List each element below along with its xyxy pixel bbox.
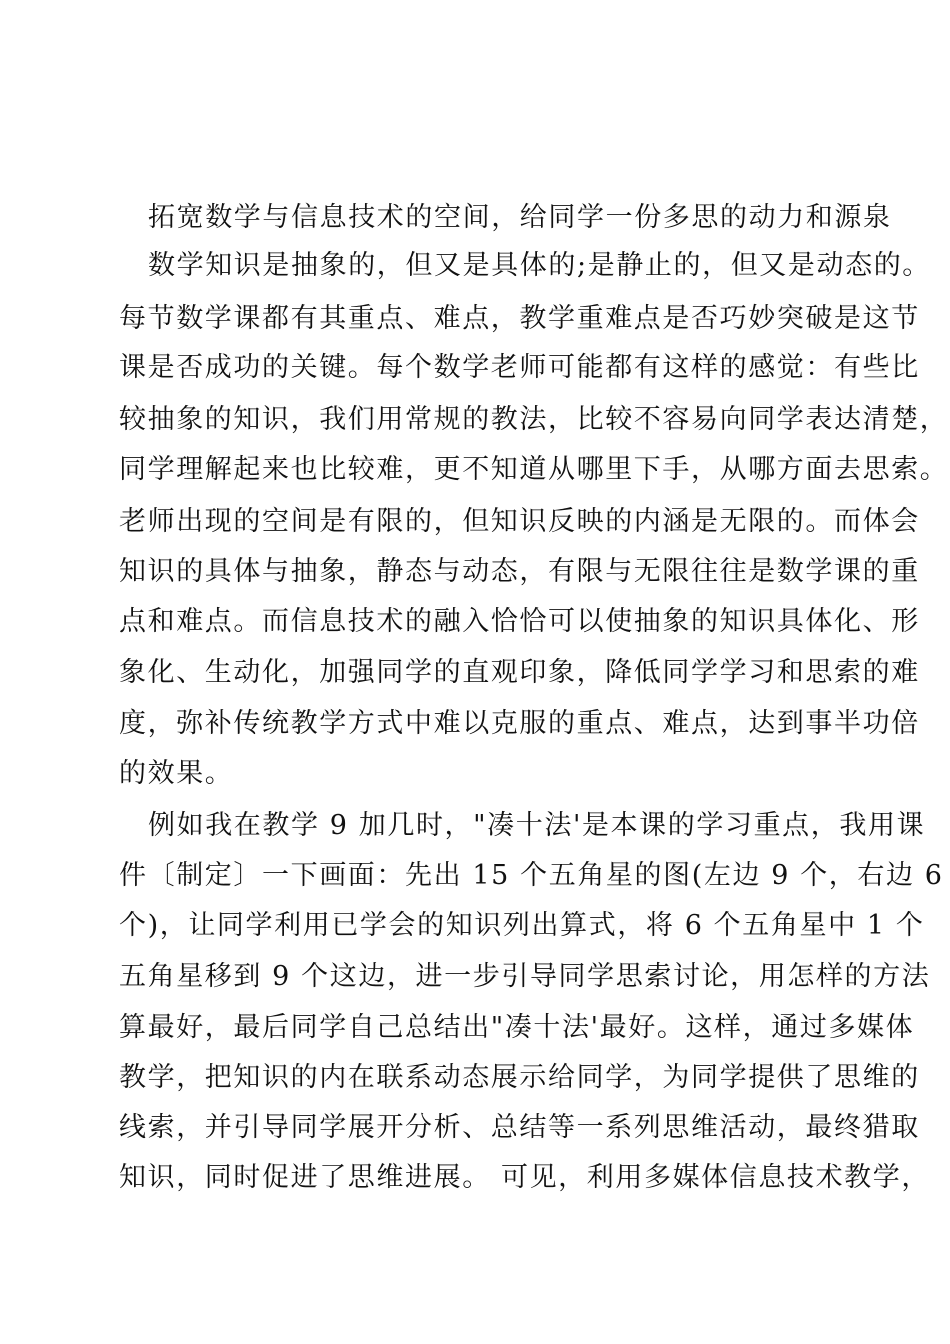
paragraph-2-line: 件〔制定〕一下画面：先出 15 个五角星的图(左边 9 个，右边 6 xyxy=(119,860,944,891)
paragraph-1-line: 同学理解起来也比较难，更不知道从哪里下手，从哪方面去思索。 xyxy=(119,454,949,485)
paragraph-1-line: 象化、生动化，加强同学的直观印象，降低同学学习和思索的难 xyxy=(119,657,920,688)
paragraph-2-line: 算最好，最后同学自己总结出"凑十法'最好。这样，通过多媒体 xyxy=(119,1012,915,1043)
paragraph-1-line: 课是否成功的关键。每个数学老师可能都有这样的感觉：有些比 xyxy=(119,352,920,383)
paragraph-2-line: 线索，并引导同学展开分析、总结等一系列思维活动，最终猎取 xyxy=(119,1112,920,1143)
paragraph-2-line: 个)，让同学利用已学会的知识列出算式，将 6 个五角星中 1 个 xyxy=(119,910,925,941)
paragraph-1-line: 的效果。 xyxy=(119,758,234,789)
paragraph-1-line: 数学知识是抽象的，但又是具体的;是静止的，但又是动态的。 xyxy=(148,250,931,281)
paragraph-1-line: 点和难点。而信息技术的融入恰恰可以使抽象的知识具体化、形 xyxy=(119,606,920,637)
paragraph-2-line: 五角星移到 9 个这边，进一步引导同学思索讨论，用怎样的方法 xyxy=(119,961,931,992)
paragraph-2-line: 教学，把知识的内在联系动态展示给同学，为同学提供了思维的 xyxy=(119,1062,920,1093)
section-heading: 拓宽数学与信息技术的空间，给同学一份多思的动力和源泉 xyxy=(148,202,892,233)
paragraph-1-line: 较抽象的知识，我们用常规的教法，比较不容易向同学表达清楚， xyxy=(119,404,949,435)
paragraph-1-line: 每节数学课都有其重点、难点，教学重难点是否巧妙突破是这节 xyxy=(119,303,920,334)
paragraph-2-line: 例如我在教学 9 加几时，"凑十法'是本课的学习重点，我用课 xyxy=(148,810,926,841)
paragraph-1-line: 度，弥补传统教学方式中难以克服的重点、难点，达到事半功倍 xyxy=(119,708,920,739)
paragraph-1-line: 知识的具体与抽象，静态与动态，有限与无限往往是数学课的重 xyxy=(119,556,920,587)
paragraph-1-line: 老师出现的空间是有限的，但知识反映的内涵是无限的。而体会 xyxy=(119,506,920,537)
paragraph-2-line: 知识，同时促进了思维进展。 可见，利用多媒体信息技术教学， xyxy=(119,1162,930,1193)
